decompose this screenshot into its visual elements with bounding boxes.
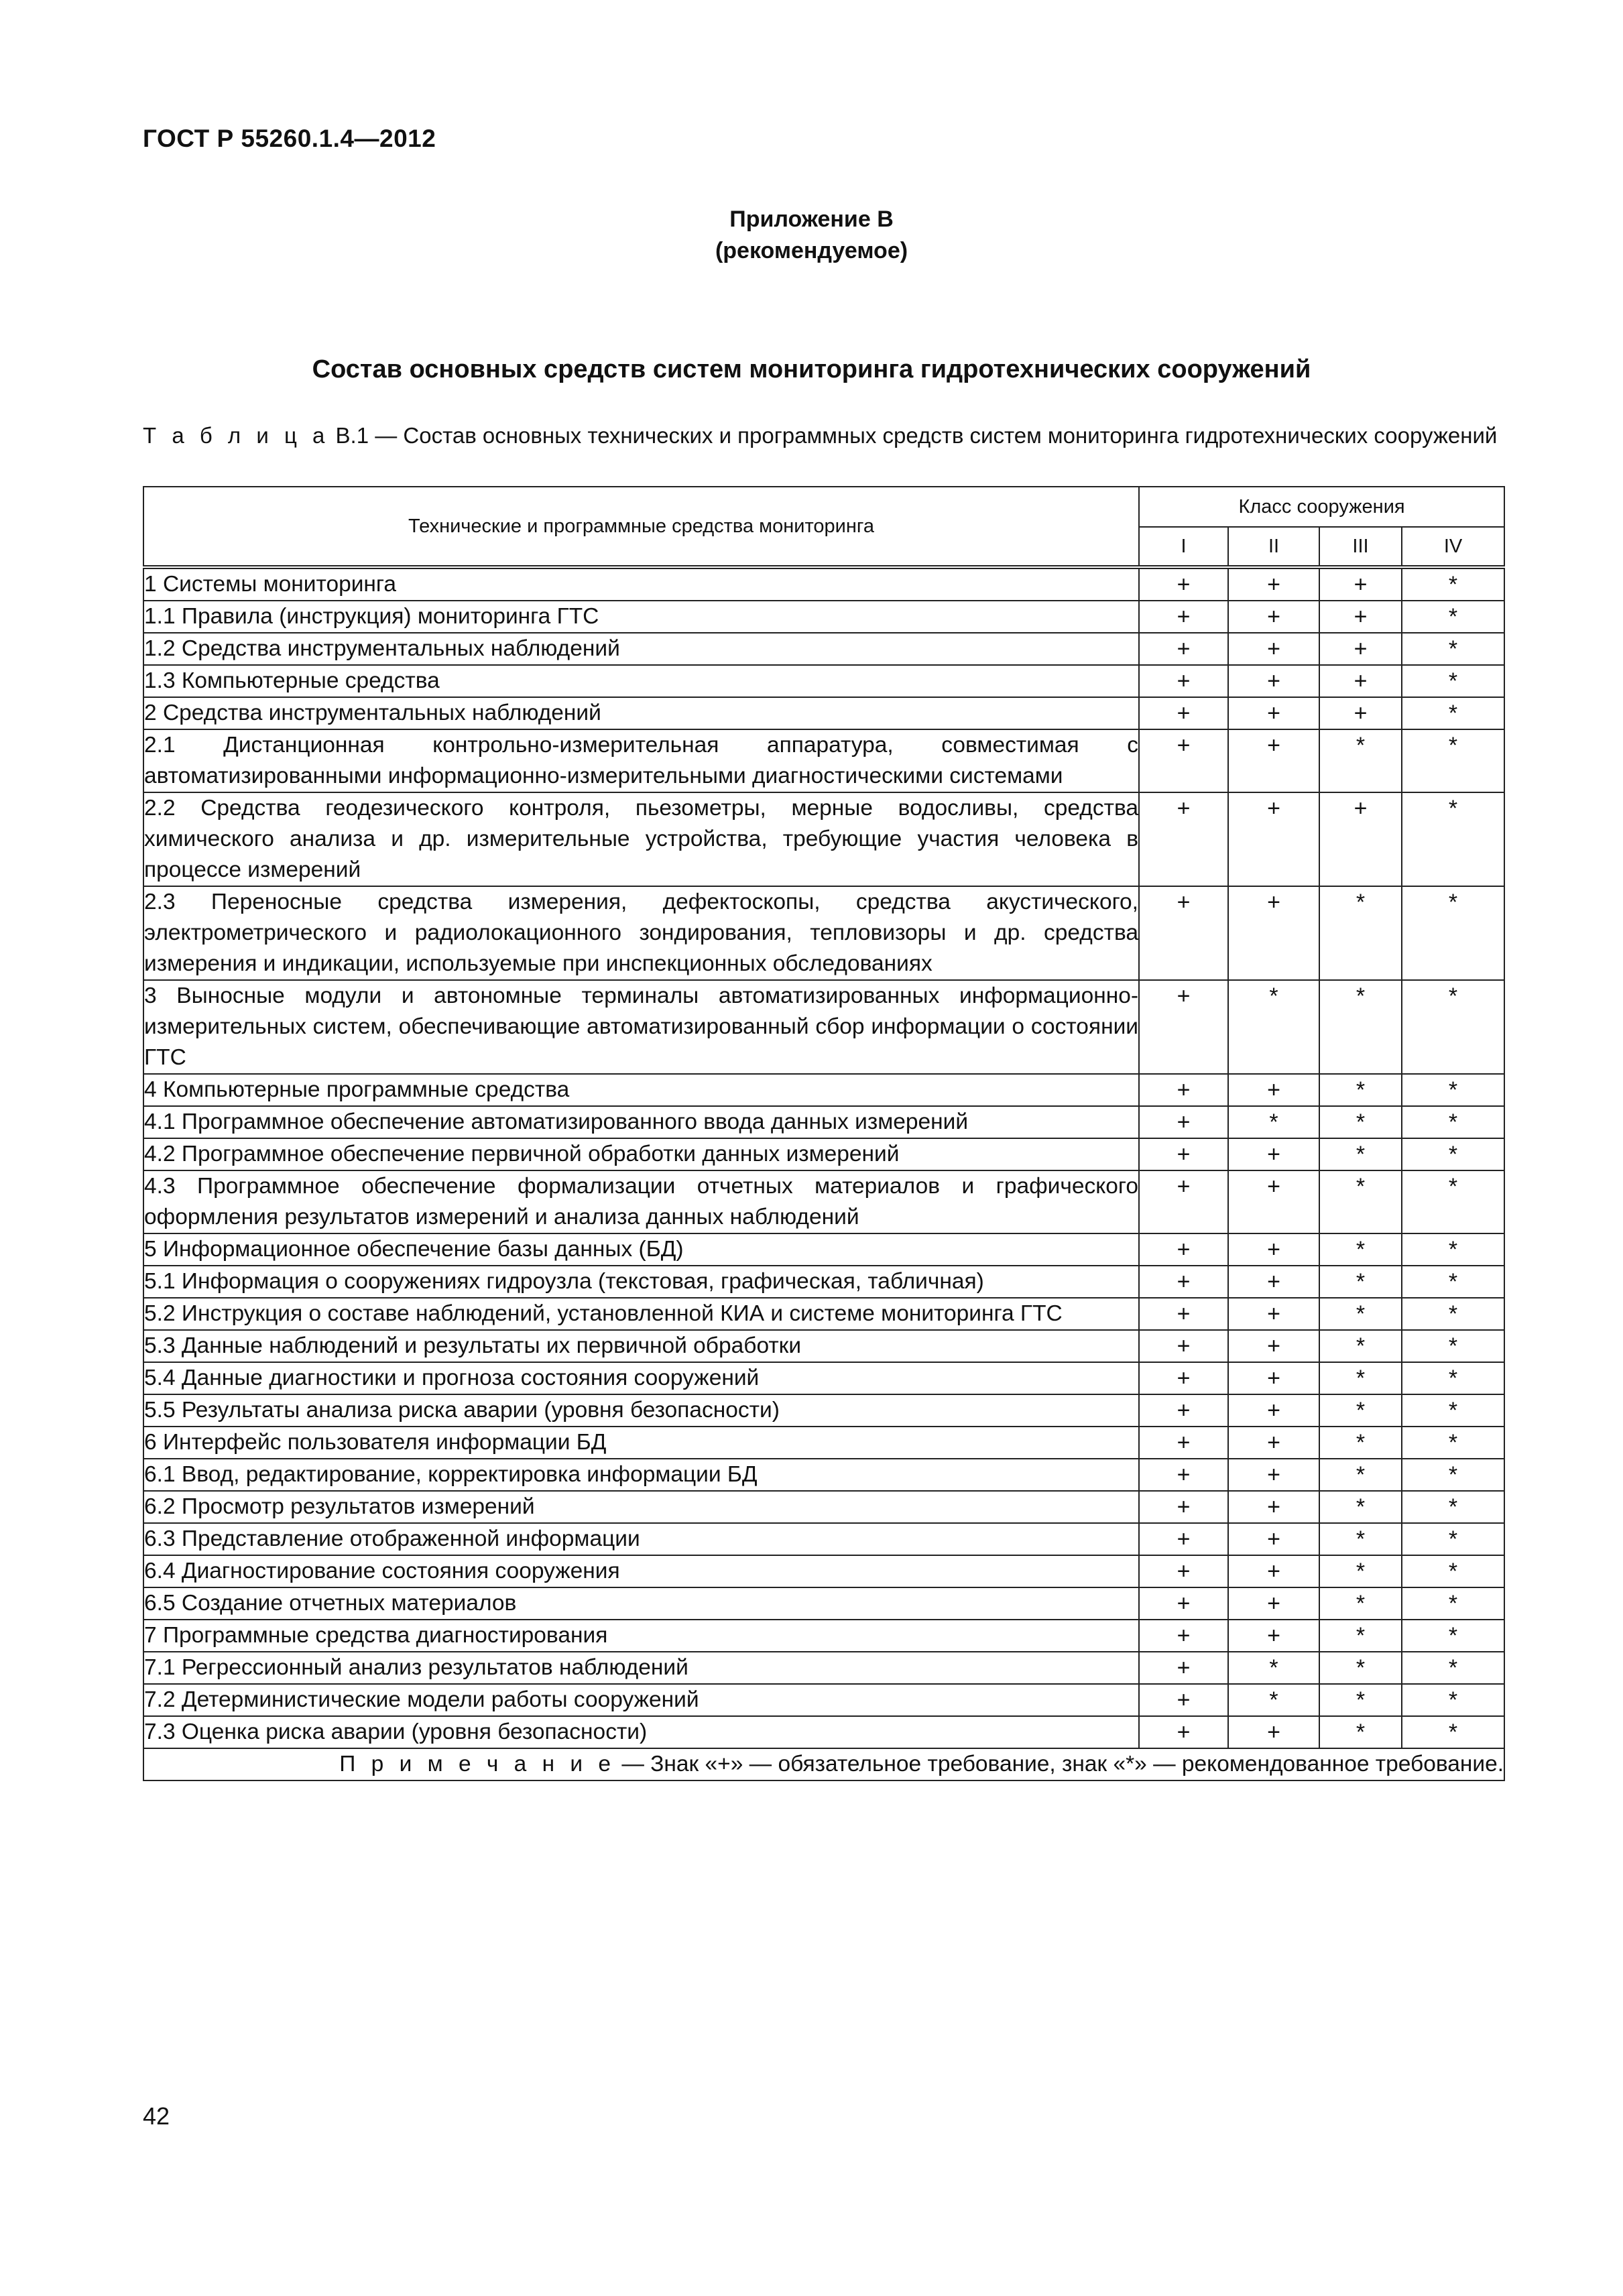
requirement-mark: + bbox=[1228, 1555, 1319, 1587]
header-means: Технические и программные средства мониторинга bbox=[143, 487, 1139, 567]
row-description: 1.3 Компьютерные средства bbox=[143, 665, 1139, 697]
requirement-mark: + bbox=[1139, 729, 1228, 792]
requirement-mark: * bbox=[1402, 886, 1504, 980]
row-description: 6.3 Представление отображенной информации bbox=[143, 1523, 1139, 1555]
section-title: Состав основных средств систем мониторинга гидротехнических сооружений bbox=[312, 355, 1311, 383]
header-class: Класс сооружения bbox=[1139, 487, 1504, 527]
requirement-mark: * bbox=[1402, 1491, 1504, 1523]
document-header: ГОСТ Р 55260.1.4—2012 bbox=[143, 125, 436, 152]
requirement-mark: + bbox=[1139, 1491, 1228, 1523]
table-row bbox=[143, 1298, 1504, 1330]
header-class-iii: III bbox=[1319, 527, 1402, 567]
table-row bbox=[143, 1716, 1504, 1748]
requirement-mark: * bbox=[1228, 1652, 1319, 1684]
requirement-mark: * bbox=[1402, 1427, 1504, 1459]
requirement-mark: + bbox=[1139, 601, 1228, 633]
row-description: 5.4 Данные диагностики и прогноза состояния сооружений bbox=[143, 1362, 1139, 1394]
requirement-mark: + bbox=[1319, 665, 1402, 697]
requirement-mark: * bbox=[1319, 1523, 1402, 1555]
requirement-mark: + bbox=[1228, 1394, 1319, 1427]
requirement-mark: + bbox=[1228, 886, 1319, 980]
requirement-mark: + bbox=[1319, 567, 1402, 601]
table-row bbox=[143, 980, 1504, 1074]
requirement-mark: + bbox=[1139, 633, 1228, 665]
table-row bbox=[143, 1330, 1504, 1362]
table-row bbox=[143, 1459, 1504, 1491]
table-row bbox=[143, 792, 1504, 886]
table-row bbox=[143, 697, 1504, 729]
requirement-mark: * bbox=[1402, 1362, 1504, 1394]
table-row bbox=[143, 1233, 1504, 1266]
table-row bbox=[143, 1587, 1504, 1620]
requirement-mark: * bbox=[1319, 1362, 1402, 1394]
header-class-i: I bbox=[1139, 527, 1228, 567]
requirement-mark: + bbox=[1319, 697, 1402, 729]
requirement-mark: * bbox=[1319, 1491, 1402, 1523]
table-row bbox=[143, 1491, 1504, 1523]
table-body bbox=[143, 567, 1504, 1748]
appendix-heading bbox=[0, 204, 1623, 267]
requirement-mark: + bbox=[1228, 1620, 1319, 1652]
row-description: 2.1 Дистанционная контрольно-измерительная аппаратура, совместимая с автоматизированными информационно-измерительными диагностическими системами bbox=[143, 729, 1139, 792]
requirement-mark: + bbox=[1139, 1298, 1228, 1330]
requirement-mark: * bbox=[1402, 1138, 1504, 1170]
table-row bbox=[143, 1523, 1504, 1555]
row-description: 5.2 Инструкция о составе наблюдений, установленной КИА и системе мониторинга ГТС bbox=[143, 1298, 1139, 1330]
requirement-mark: + bbox=[1228, 1170, 1319, 1233]
requirement-mark: * bbox=[1319, 1298, 1402, 1330]
requirement-mark: + bbox=[1139, 1587, 1228, 1620]
table-row bbox=[143, 729, 1504, 792]
requirement-mark: + bbox=[1319, 601, 1402, 633]
table-row bbox=[143, 886, 1504, 980]
requirement-mark: * bbox=[1228, 1684, 1319, 1716]
requirement-mark: * bbox=[1319, 1233, 1402, 1266]
requirement-mark: * bbox=[1319, 1170, 1402, 1233]
requirement-mark: * bbox=[1319, 1587, 1402, 1620]
requirement-mark: + bbox=[1228, 1362, 1319, 1394]
requirement-mark: + bbox=[1139, 1362, 1228, 1394]
requirement-mark: + bbox=[1228, 1459, 1319, 1491]
requirement-mark: + bbox=[1139, 1170, 1228, 1233]
requirement-mark: + bbox=[1228, 1330, 1319, 1362]
header-class-iv: IV bbox=[1402, 527, 1504, 567]
requirement-mark: * bbox=[1319, 1266, 1402, 1298]
requirement-mark: * bbox=[1319, 1684, 1402, 1716]
requirement-mark: + bbox=[1228, 567, 1319, 601]
requirement-mark: * bbox=[1319, 1394, 1402, 1427]
requirement-mark: * bbox=[1319, 1652, 1402, 1684]
requirement-mark: * bbox=[1319, 1459, 1402, 1491]
header-class-ii: II bbox=[1228, 527, 1319, 567]
requirement-mark: * bbox=[1228, 980, 1319, 1074]
table-row bbox=[143, 1266, 1504, 1298]
requirement-mark: * bbox=[1402, 1298, 1504, 1330]
table-row bbox=[143, 1106, 1504, 1138]
requirement-mark: * bbox=[1402, 665, 1504, 697]
table-caption-text: В.1 — Состав основных технических и программных средств систем мониторинга гидротехнических сооружений bbox=[329, 423, 1498, 448]
row-description: 1.2 Средства инструментальных наблюдений bbox=[143, 633, 1139, 665]
requirement-mark: + bbox=[1139, 1074, 1228, 1106]
table-caption bbox=[143, 420, 1504, 451]
requirement-mark: * bbox=[1402, 1106, 1504, 1138]
table-row bbox=[143, 1652, 1504, 1684]
row-description: 2 Средства инструментальных наблюдений bbox=[143, 697, 1139, 729]
appendix-title: Приложение В bbox=[729, 206, 894, 232]
row-description: 6.5 Создание отчетных материалов bbox=[143, 1587, 1139, 1620]
table-row bbox=[143, 633, 1504, 665]
row-description: 1 Системы мониторинга bbox=[143, 567, 1139, 601]
requirement-mark: * bbox=[1402, 729, 1504, 792]
row-description: 4.1 Программное обеспечение автоматизированного ввода данных измерений bbox=[143, 1106, 1139, 1138]
requirement-mark: + bbox=[1139, 1716, 1228, 1748]
requirement-mark: + bbox=[1139, 886, 1228, 980]
row-description: 4.2 Программное обеспечение первичной обработки данных измерений bbox=[143, 1138, 1139, 1170]
table-row bbox=[143, 1394, 1504, 1427]
requirement-mark: * bbox=[1402, 697, 1504, 729]
requirement-mark: * bbox=[1402, 1266, 1504, 1298]
requirement-mark: + bbox=[1228, 633, 1319, 665]
row-description: 5.3 Данные наблюдений и результаты их первичной обработки bbox=[143, 1330, 1139, 1362]
requirement-mark: * bbox=[1402, 567, 1504, 601]
page-number: 42 bbox=[143, 2102, 170, 2130]
requirements-table bbox=[143, 486, 1505, 1781]
row-description: 4 Компьютерные программные средства bbox=[143, 1074, 1139, 1106]
requirement-mark: * bbox=[1402, 1652, 1504, 1684]
requirement-mark: + bbox=[1139, 1427, 1228, 1459]
requirement-mark: * bbox=[1228, 1106, 1319, 1138]
requirement-mark: * bbox=[1402, 1523, 1504, 1555]
requirement-mark: + bbox=[1228, 729, 1319, 792]
requirement-mark: * bbox=[1319, 1620, 1402, 1652]
requirement-mark: + bbox=[1228, 1523, 1319, 1555]
requirement-mark: + bbox=[1228, 601, 1319, 633]
requirement-mark: + bbox=[1139, 1266, 1228, 1298]
table-row bbox=[143, 601, 1504, 633]
requirement-mark: + bbox=[1228, 1427, 1319, 1459]
requirement-mark: * bbox=[1319, 1138, 1402, 1170]
row-description: 7.3 Оценка риска аварии (уровня безопасности) bbox=[143, 1716, 1139, 1748]
requirement-mark: * bbox=[1319, 1074, 1402, 1106]
requirement-mark: + bbox=[1139, 1555, 1228, 1587]
requirement-mark: * bbox=[1319, 729, 1402, 792]
requirement-mark: * bbox=[1402, 1074, 1504, 1106]
requirement-mark: * bbox=[1319, 1716, 1402, 1748]
requirement-mark: * bbox=[1402, 1716, 1504, 1748]
requirement-mark: * bbox=[1402, 980, 1504, 1074]
requirement-mark: * bbox=[1319, 886, 1402, 980]
requirement-mark: + bbox=[1228, 1074, 1319, 1106]
requirement-mark: * bbox=[1319, 1106, 1402, 1138]
row-description: 6.4 Диагностирование состояния сооружения bbox=[143, 1555, 1139, 1587]
row-description: 7.1 Регрессионный анализ результатов наблюдений bbox=[143, 1652, 1139, 1684]
row-description: 7 Программные средства диагностирования bbox=[143, 1620, 1139, 1652]
requirement-mark: + bbox=[1228, 665, 1319, 697]
requirement-mark: * bbox=[1402, 1684, 1504, 1716]
table-caption-label: Т а б л и ц а bbox=[143, 423, 330, 448]
requirement-mark: * bbox=[1402, 601, 1504, 633]
table-row bbox=[143, 1074, 1504, 1106]
row-description: 5.5 Результаты анализа риска аварии (уровня безопасности) bbox=[143, 1394, 1139, 1427]
requirement-mark: * bbox=[1319, 1427, 1402, 1459]
requirement-mark: + bbox=[1139, 1106, 1228, 1138]
requirement-mark: + bbox=[1139, 1330, 1228, 1362]
requirement-mark: * bbox=[1402, 633, 1504, 665]
table-row bbox=[143, 1555, 1504, 1587]
table-row bbox=[143, 1138, 1504, 1170]
row-description: 2.3 Переносные средства измерения, дефектоскопы, средства акустического, электрометрического и радиолокационного зондирования, тепловизоры и др. средства измерения и индикации, используемые при инспекционных обследованиях bbox=[143, 886, 1139, 980]
requirement-mark: * bbox=[1402, 1394, 1504, 1427]
table-note-text: — Знак «+» — обязательное требование, знак «*» — рекомендованное требование. bbox=[615, 1752, 1504, 1776]
table-row bbox=[143, 1620, 1504, 1652]
requirement-mark: + bbox=[1228, 1298, 1319, 1330]
requirement-mark: * bbox=[1402, 1330, 1504, 1362]
row-description: 6.1 Ввод, редактирование, корректировка информации БД bbox=[143, 1459, 1139, 1491]
table-note bbox=[143, 1748, 1504, 1780]
requirement-mark: + bbox=[1319, 633, 1402, 665]
requirement-mark: * bbox=[1402, 1459, 1504, 1491]
requirement-mark: + bbox=[1228, 1491, 1319, 1523]
requirement-mark: + bbox=[1228, 1716, 1319, 1748]
row-description: 6.2 Просмотр результатов измерений bbox=[143, 1491, 1139, 1523]
row-description: 4.3 Программное обеспечение формализации отчетных материалов и графического оформления результатов измерений и анализа данных наблюдений bbox=[143, 1170, 1139, 1233]
requirement-mark: + bbox=[1228, 792, 1319, 886]
appendix-status: (рекомендуемое) bbox=[715, 238, 908, 263]
requirement-mark: + bbox=[1319, 792, 1402, 886]
table-row bbox=[143, 665, 1504, 697]
table-row bbox=[143, 1684, 1504, 1716]
requirement-mark: + bbox=[1228, 1587, 1319, 1620]
table-row bbox=[143, 1427, 1504, 1459]
table-row bbox=[143, 567, 1504, 601]
requirement-mark: * bbox=[1402, 1555, 1504, 1587]
requirement-mark: * bbox=[1319, 1330, 1402, 1362]
requirement-mark: + bbox=[1139, 980, 1228, 1074]
requirement-mark: + bbox=[1139, 1233, 1228, 1266]
table-note-label: П р и м е ч а н и е bbox=[339, 1752, 616, 1776]
requirement-mark: * bbox=[1319, 1555, 1402, 1587]
row-description: 7.2 Детерминистические модели работы сооружений bbox=[143, 1684, 1139, 1716]
requirement-mark: + bbox=[1139, 567, 1228, 601]
row-description: 5.1 Информация о сооружениях гидроузла (текстовая, графическая, табличная) bbox=[143, 1266, 1139, 1298]
requirement-mark: + bbox=[1139, 792, 1228, 886]
table-row bbox=[143, 1362, 1504, 1394]
requirement-mark: + bbox=[1228, 1266, 1319, 1298]
requirement-mark: + bbox=[1139, 665, 1228, 697]
row-description: 2.2 Средства геодезического контроля, пьезометры, мерные водосливы, средства химического анализа и др. измерительные устройства, требующие участия человека в процессе измерений bbox=[143, 792, 1139, 886]
requirement-mark: * bbox=[1402, 1170, 1504, 1233]
requirement-mark: * bbox=[1402, 1587, 1504, 1620]
requirement-mark: + bbox=[1139, 1459, 1228, 1491]
requirement-mark: + bbox=[1139, 1652, 1228, 1684]
requirement-mark: * bbox=[1402, 1233, 1504, 1266]
requirement-mark: + bbox=[1139, 1684, 1228, 1716]
row-description: 1.1 Правила (инструкция) мониторинга ГТС bbox=[143, 601, 1139, 633]
row-description: 6 Интерфейс пользователя информации БД bbox=[143, 1427, 1139, 1459]
requirement-mark: * bbox=[1319, 980, 1402, 1074]
requirement-mark: + bbox=[1139, 1523, 1228, 1555]
requirement-mark: + bbox=[1139, 1138, 1228, 1170]
row-description: 3 Выносные модули и автономные терминалы автоматизированных информационно-измерительных систем, обеспечивающие автоматизированный сбор информации о состоянии ГТС bbox=[143, 980, 1139, 1074]
table-row bbox=[143, 1170, 1504, 1233]
requirement-mark: + bbox=[1139, 697, 1228, 729]
requirement-mark: * bbox=[1402, 792, 1504, 886]
requirement-mark: + bbox=[1228, 1233, 1319, 1266]
row-description: 5 Информационное обеспечение базы данных (БД) bbox=[143, 1233, 1139, 1266]
requirement-mark: + bbox=[1228, 1138, 1319, 1170]
requirement-mark: + bbox=[1228, 697, 1319, 729]
requirement-mark: + bbox=[1139, 1394, 1228, 1427]
requirement-mark: + bbox=[1139, 1620, 1228, 1652]
requirement-mark: * bbox=[1402, 1620, 1504, 1652]
